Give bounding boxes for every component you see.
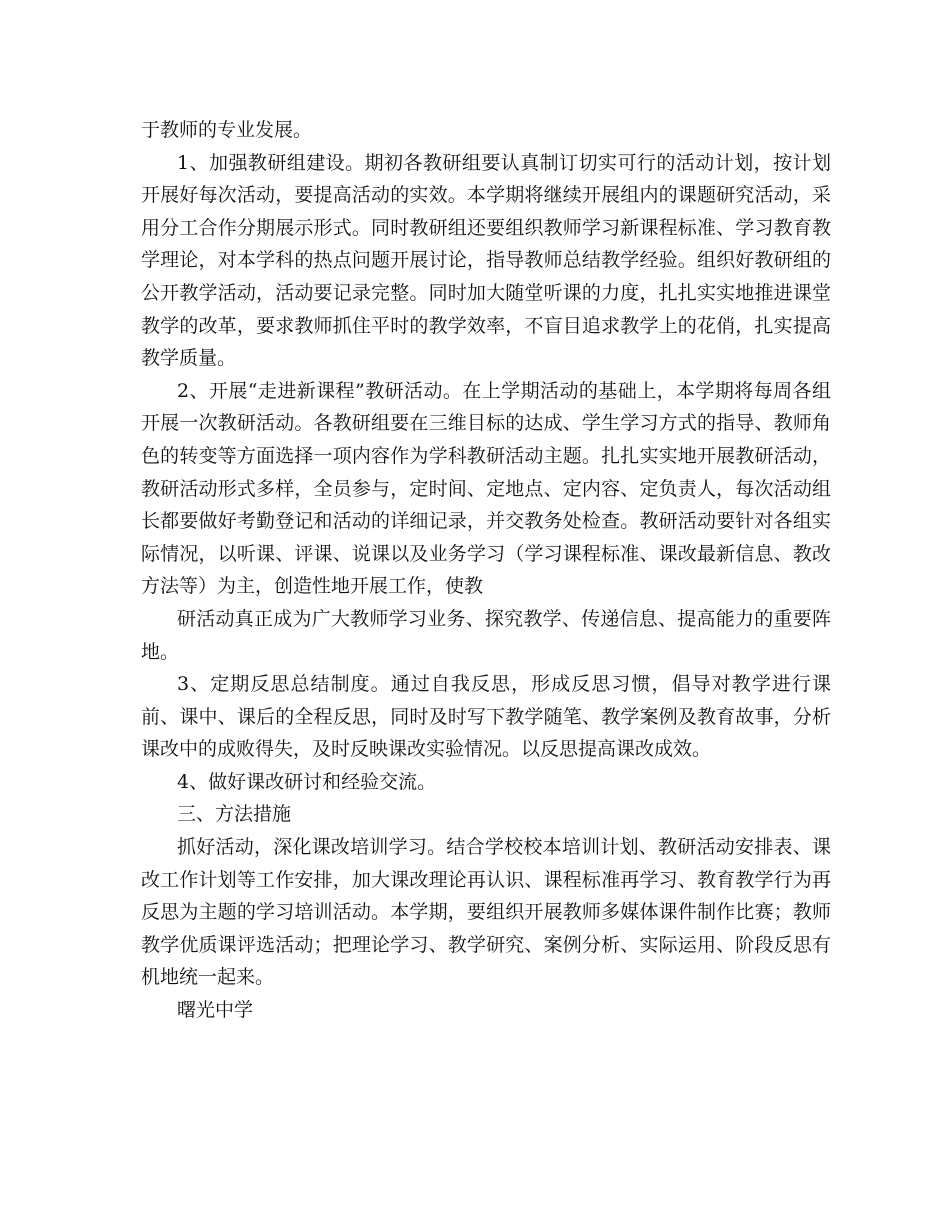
paragraph-continuation: 于教师的专业发展。 — [141, 119, 313, 141]
document-body — [141, 114, 831, 1027]
paragraph-item-1: 1、加强教研组建设。期初各教研组要认真制订切实可行的活动计划，按计划开展好每次活动，要提高活动的实效。本学期将继续开展组内的课题研究活动，采用分工合作分期展示形式。同时教研组还要组织教师学习新课程标准、学习教育教学理论，对本学科的热点问题开展讨论，指导教师总结教学经验。组织好教研组的公开教学活动，活动要记录完整。同时加大随堂听课的力度，扎扎实实地推进课堂教学的改革，要求教师抓住平时的教学效率，不盲目追求教学上的花俏，扎实提高教学质量。 — [141, 151, 831, 370]
section-heading-methods: 三、方法措施 — [177, 803, 292, 826]
paragraph-item-2: 2、开展“走进新课程”教研活动。在上学期活动的基础上，本学期将每周各组开展一次教研活动。各教研组要在三维目标的达成、学生学习方式的指导、教师角色的转变等方面选择一项内容作为学科教研活动主题。扎扎实实地开展教研活动，教研活动形式多样，全员参与，定时间、定地点、定内容、定负责人，每次活动组长都要做好考勤登记和活动的详细记录，并交教务处检查。教研活动要针对各组实际情况，以听课、评课、说课以及业务学习（学习课程标准、课改最新信息、教改方法等）为主，创造性地开展工作，使教 — [141, 379, 831, 598]
school-signature: 曙光中学 — [177, 999, 254, 1022]
paragraph-item-4: 4、做好课改研讨和经验交流。 — [177, 770, 437, 793]
paragraph-item-2-continued: 研活动真正成为广大教师学习业务、探究教学、传递信息、提高能力的重要阵地。 — [141, 607, 831, 663]
paragraph-item-3: 3、定期反思总结制度。通过自我反思，形成反思习惯，倡导对教学进行课前、课中、课后的全程反思，同时及时写下教学随笔、教学案例及教育故事，分析课改中的成败得失，及时反映课改实验情况。以反思提高课改成效。 — [141, 673, 831, 761]
paragraph-methods: 抓好活动，深化课改培训学习。结合学校校本培训计划、教研活动安排表、课改工作计划等工作安排，加大课改理论再认识、课程标准再学习、教育教学行为再反思为主题的学习培训活动。本学期，要组织开展教师多媒体课件制作比赛；教师教学优质课评选活动；把理论学习、教学研究、案例分析、实际运用、阶段反思有机地统一起来。 — [141, 836, 831, 989]
